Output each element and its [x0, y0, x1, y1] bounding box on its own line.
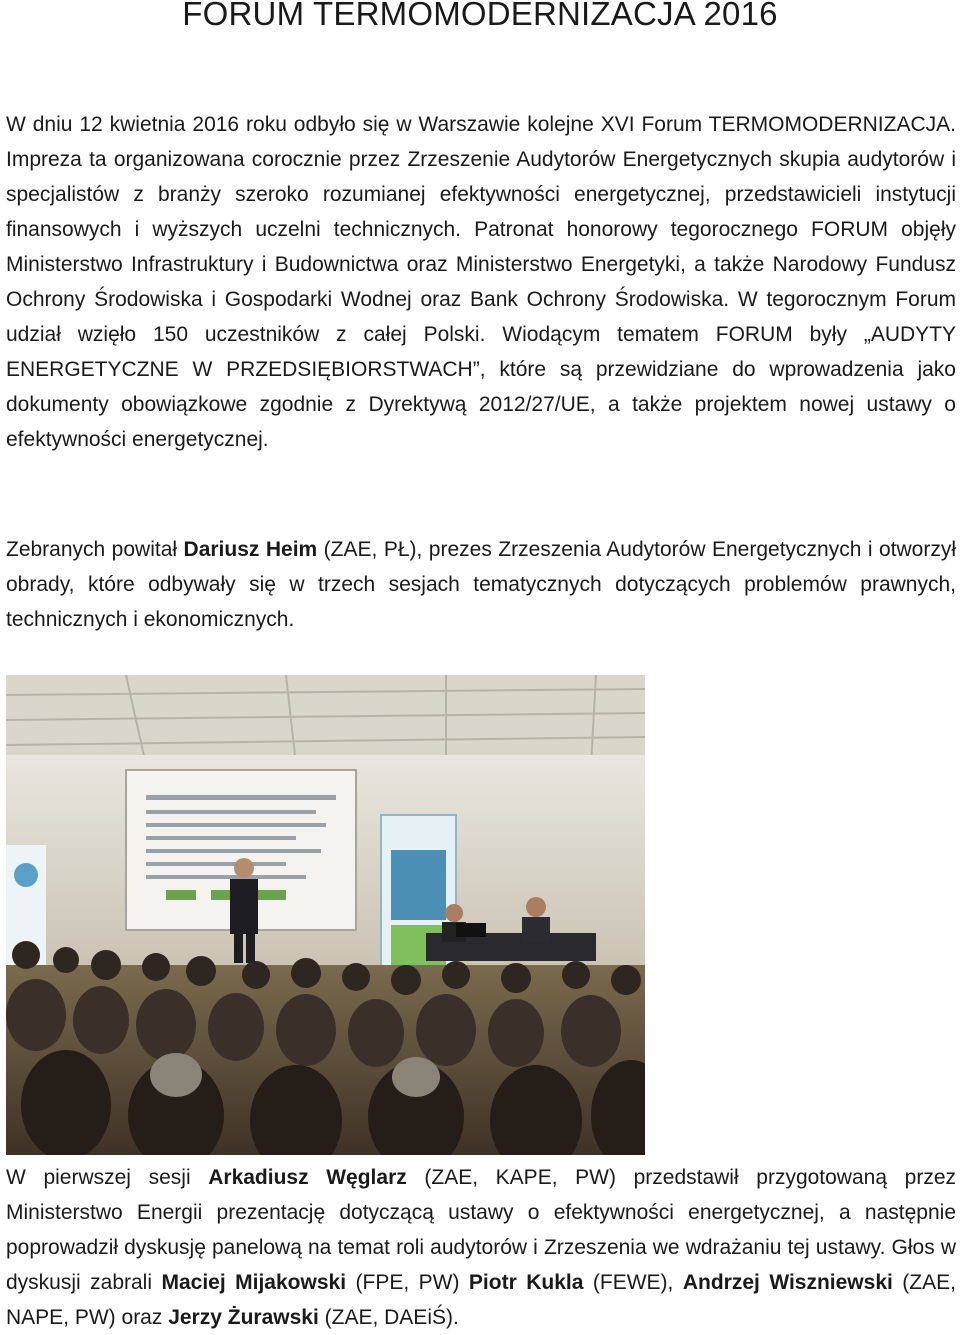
session-speaker-name-3: Piotr Kukla [468, 1271, 584, 1294]
intro-paragraph: W dniu 12 kwietnia 2016 roku odbyło się w Warszawie kolejne XVI Forum TERMOMODERNIZACJA. Impreza ta organizowana corocznie przez Zrzeszenie Audytorów Energetycznych skupia audytorów i specjalistów z branży szeroko rozumianej efektywności energetycznej, przedstawicieli instytucji finansowych i wyższych uczelni technicznych. Patronat honorowy tegorocznego FORUM objęły Ministerstwo Infrastruktury i Budownictwa oraz Ministerstwo Energetyki, a także Narodowy Fundusz Ochrony Środowiska i Gospodarki Wodnej oraz Bank Ochrony Środowiska. W tegorocznym Forum udział wzięło 150 uczestników z całej Polski. Wiodącym tematem FORUM były „AUDYTY ENERGETYCZNE W PRZEDSIĘBIORSTWACH”, które są przewidziane do wprowadzenia jako dokumenty obowiązkowe zgodnie z Dyrektywą 2012/27/UE, a także projektem nowej ustawy o efektywności energetycznej. [6, 113, 956, 451]
first-session-paragraph [6, 1160, 956, 1335]
conference-photo [6, 675, 645, 1155]
session-speaker-name-1: Arkadiusz Węglarz [208, 1166, 407, 1189]
welcome-paragraph [6, 532, 956, 637]
session-speaker-name-4: Andrzej Wiszniewski [682, 1271, 893, 1294]
session-text-1: W pierwszej sesji [6, 1166, 209, 1189]
welcome-text-before: Zebranych powitał [6, 538, 184, 561]
session-text-2: (ZAE, KAPE, PW) przedstawił przygotowaną przez Ministerstwo Energii prezentację dotyczącą ustawy o efektywności energetycznej, a następnie poprowadził dyskusję panelową na temat roli audytorów i Zrzeszenia we wdrażaniu tej ustawy. Głos w dyskusji zabrali [6, 1166, 956, 1294]
session-speaker-name-2: Maciej Mijakowski [161, 1271, 347, 1294]
session-text-4: (FEWE), [583, 1271, 683, 1294]
welcome-speaker-name: Dariusz Heim [183, 538, 318, 561]
page-title: FORUM TERMOMODERNIZACJA 2016 [182, 0, 778, 32]
session-speaker-name-5: Jerzy Żurawski [168, 1306, 319, 1329]
welcome-text-after: (ZAE, PŁ), prezes Zrzeszenia Audytorów Energetycznych i otworzył obrady, które odbywały się w trzech sesjach tematycznych dotyczących problemów prawnych, technicznych i ekonomicznych. [6, 538, 957, 631]
conference-photo-illustration [6, 675, 645, 1155]
session-text-5: (ZAE, NAPE, PW) oraz [6, 1271, 956, 1329]
session-text-3: (FPE, PW) [346, 1271, 469, 1294]
session-text-6: (ZAE, DAEiŚ). [318, 1306, 459, 1329]
